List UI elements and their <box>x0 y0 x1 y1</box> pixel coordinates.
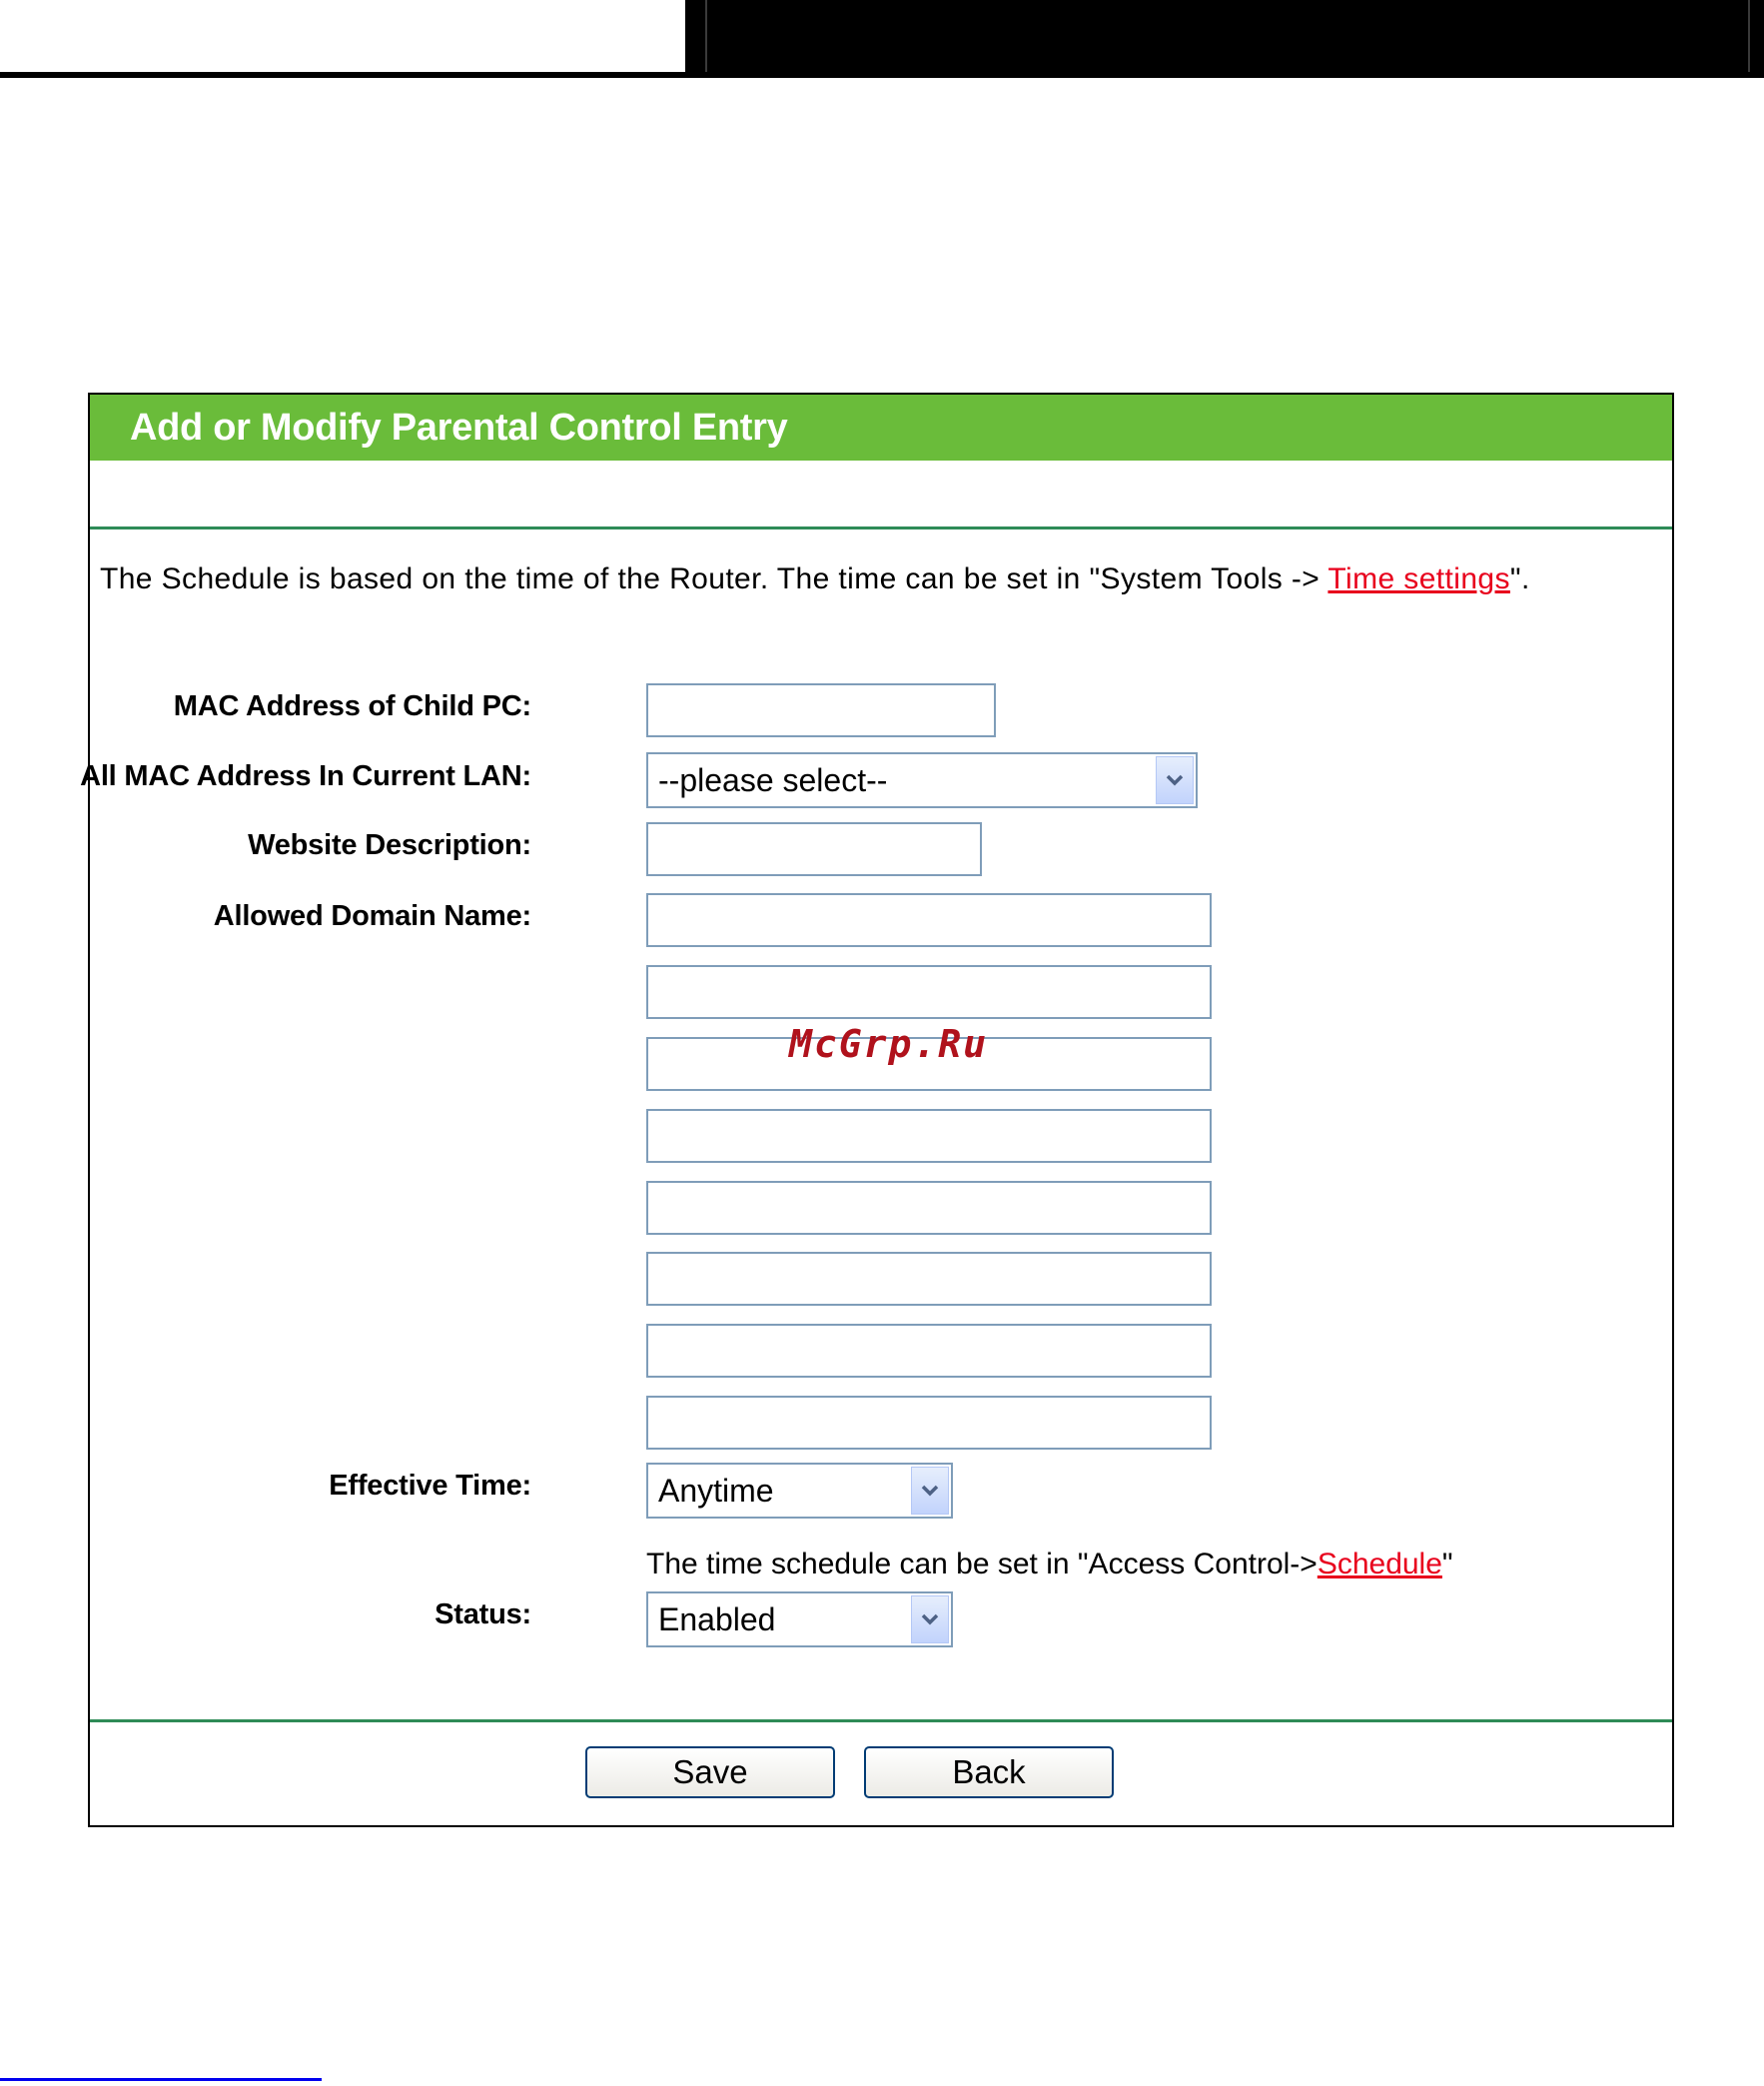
back-button[interactable]: Back <box>864 1746 1114 1798</box>
status-label: Status: <box>435 1598 531 1630</box>
chevron-down-icon[interactable] <box>911 1467 949 1515</box>
domain-input-1[interactable] <box>646 893 1212 947</box>
panel-title: Add or Modify Parental Control Entry <box>90 395 1672 461</box>
domain-input-7[interactable] <box>646 1324 1212 1378</box>
watermark-text: McGrp.Ru <box>789 1022 989 1066</box>
domain-input-6[interactable] <box>646 1252 1212 1306</box>
all-mac-label: All MAC Address In Current LAN: <box>80 760 531 792</box>
effective-time-select[interactable] <box>646 1463 953 1519</box>
effective-time-label: Effective Time: <box>329 1470 531 1502</box>
header-rule <box>0 72 685 78</box>
schedule-note-prefix: The time schedule can be set in "Access Control-> <box>646 1548 1318 1580</box>
domain-input-8[interactable] <box>646 1396 1212 1450</box>
bottom-link-underline <box>0 2078 322 2081</box>
header-black-bar <box>685 0 1764 78</box>
domain-input-5[interactable] <box>646 1181 1212 1235</box>
header-notch-left <box>705 0 707 72</box>
all-mac-selected-value: --please select-- <box>658 762 888 798</box>
effective-time-selected-value: Anytime <box>658 1473 774 1509</box>
time-info-text <box>100 562 1530 596</box>
divider-bottom <box>90 1719 1672 1722</box>
status-selected-value: Enabled <box>658 1601 776 1637</box>
time-settings-link[interactable]: Time settings <box>1327 562 1510 595</box>
mac-address-label: MAC Address of Child PC: <box>173 690 531 722</box>
time-info-prefix: The Schedule is based on the time of the Router. The time can be set in "System Tools -> <box>100 562 1328 595</box>
parental-control-panel <box>80 393 1674 1827</box>
website-description-input[interactable] <box>646 822 982 876</box>
header-notch-right <box>1748 0 1750 72</box>
all-mac-select[interactable] <box>646 752 1198 808</box>
chevron-down-icon[interactable] <box>1156 756 1194 804</box>
allowed-domain-label: Allowed Domain Name: <box>213 900 531 932</box>
domain-input-2[interactable] <box>646 965 1212 1019</box>
domain-input-4[interactable] <box>646 1109 1212 1163</box>
website-description-label: Website Description: <box>248 829 531 861</box>
save-button[interactable]: Save <box>585 1746 835 1798</box>
chevron-down-icon[interactable] <box>911 1595 949 1643</box>
mac-address-input[interactable] <box>646 683 996 737</box>
divider-top <box>90 526 1672 529</box>
document-header <box>0 0 1764 82</box>
schedule-link[interactable]: Schedule <box>1317 1548 1442 1580</box>
time-info-suffix: ". <box>1509 562 1530 595</box>
schedule-note <box>646 1548 1453 1581</box>
status-select[interactable] <box>646 1591 953 1647</box>
schedule-note-suffix: " <box>1441 1548 1453 1580</box>
